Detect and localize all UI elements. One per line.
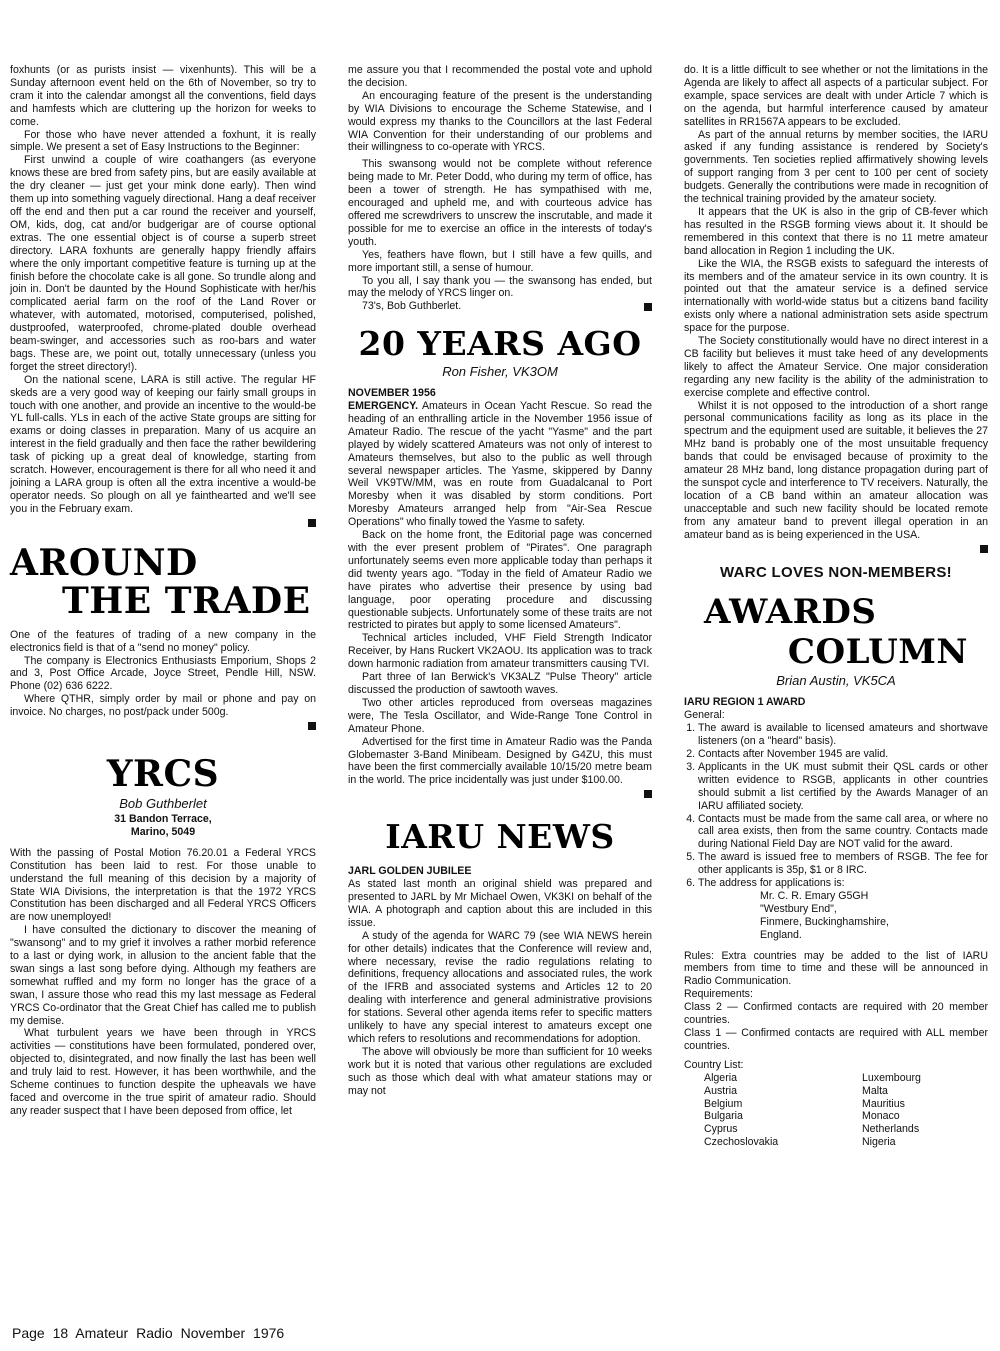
address-line: "Westbury End", <box>760 902 837 915</box>
yrcs-byline: Bob Guthberlet <box>119 796 207 812</box>
paragraph: Rules: Extra countries may be added to the list of IARU members from time to time and these will be announced in Radio Communication. <box>684 949 988 988</box>
iaru-news-heading: IARU NEWS <box>385 817 615 857</box>
paragraph: The Society constitutionally would have no direct interest in a CB facility but believes it must take heed of any developments likely to affect the Amateur Service. One major consideration regarding any new facility is the ability of the administration to exercise complete and effective control. <box>684 335 988 399</box>
paragraph: Class 2 — Confirmed contacts are required with 20 member countries. <box>684 1001 988 1027</box>
country-item: Belgium <box>704 1097 743 1110</box>
paragraph: With the passing of Postal Motion 76.20.01 a Federal YRCS Constitution has been laid to rest. For those unable to understand the full meaning of this decision by a majority of State WIA Divisions, the interpretation is that the 1972 YRCS Constitution has been discharged and all Federal YRCS Officers are now unemployed! <box>10 846 316 924</box>
requirements-label: Requirements: <box>684 988 753 1001</box>
around-the-trade-heading-line2: THE TRADE <box>62 579 311 622</box>
paragraph: foxhunts (or as purists insist — vixenhunts). This will be a Sunday afternoon event held on the 6th of November, so try to cram it into the calendar amongst all the conventions, field days and hamfests which are cluttering up the horizon for weeks to come. <box>10 64 316 128</box>
paragraph: The above will obviously be more than sufficient for 10 weeks work but it is noted that various other regulations are excluded such as those which deal with what amateur stations may or may not <box>348 1045 652 1097</box>
country-item: Czechoslovakia <box>704 1136 779 1149</box>
country-item: Nigeria <box>862 1136 896 1149</box>
signature-line: 73's, Bob Guthberlet. <box>362 300 462 313</box>
country-list-label: Country List: <box>684 1058 744 1071</box>
paragraph: Back on the home front, the Editorial page was concerned with the ever present problem of "Pirates". One paragraph unfortunately seems even more applicable today than perhaps it did twenty years ago. "Today in the field of Amateur Radio we have pirates who advertise their presence by using bad language, poor operating procedure and discussing questionable subjects. Unfortunately some of these traits are not restricted to pirates but apply to some licensed Amateurs". <box>348 529 652 632</box>
paragraph: This swansong would not be complete without reference being made to Mr. Peter Dodd, who during my term of office, has been a tower of strength. He has sympathised with me, encouraged and upheld me, and with courteous advice has offered me screwdrivers to unscrew the inscrutable, and made it possible for me to exercise an office in the interests of today's youth. <box>348 158 652 248</box>
warc-headline: WARC LOVES NON-MEMBERS! <box>720 563 952 581</box>
address-line: Mr. C. R. Emary G5GH <box>760 889 869 902</box>
country-item: Malta <box>862 1084 888 1097</box>
paragraph-text: Amateurs in Ocean Yacht Rescue. So read the heading of an enthralling article in the November 1956 issue of Amateur Radio. The rescue of the yacht "Yasme" and the part played by widely scattered Amateurs was not only of interest to Amateurs themselves, but also to the public as well through several newspaper articles. The Yasme, skippered by Danny Weil VK9TW/MM, was en route from Guadalcanal to Port Moresby when it was disabled by storm conditions. Port Moresby Amateurs arranged help from "Air-Sea Rescue Operations" who finally towed the Yasme to safety. <box>348 400 652 529</box>
around-the-trade-heading-line1: AROUND <box>10 541 198 584</box>
list-item: 2. Contacts after November 1945 are valid. <box>698 748 988 761</box>
paragraph: What turbulent years we have been through in YRCS activities — constitutions have been formulated, pondered over, objected to, disintegrated, and now finally the last has been well and truly laid to rest. However, it has been worthwhile, and the Scheme continues to function despite the upheavals we have faced and overcome in the true spirit of amateur radio. Should any reader suspect that I have been deposed from office, let <box>10 1027 316 1117</box>
country-item: Bulgaria <box>704 1110 743 1123</box>
awards-column-heading-line2: COLUMN <box>787 632 968 673</box>
end-mark <box>644 790 652 798</box>
column-2 <box>348 64 652 1098</box>
paragraph: Two other articles reproduced from overseas magazines were, The Tesla Oscillator, and Wide-Range Tone Control in Amateur Phone. <box>348 696 652 735</box>
end-mark <box>980 545 988 553</box>
page-footer <box>12 1325 284 1341</box>
address-line: England. <box>760 928 802 941</box>
rules-list <box>684 722 988 890</box>
issue-date: November 1976 <box>180 1325 285 1341</box>
paragraph: As part of the annual returns by member socities, the IARU asked if any funding assistance is rendered by Society's governments. Ten societies replied affirmatively showing levels of support ranging from 3 per cent to 100 per cent of society budgets. Generally the contributions were made in recognition of the technical training provided by the amateur society. <box>684 128 988 206</box>
country-list <box>684 1072 988 1149</box>
paragraph: Whilst it is not opposed to the introduction of a short range personal communications facility as long as its place in the spectrum and the equipment used are suitable, it believes the 27 MHz band is probably one of the most unsuitable frequency bands that could be envisaged because of proximity to the amateur 28 MHz band, long distance propagation during part of the sunspot cycle and interference to TV receivers. Naturally, the location of a CB band within an amateur allocation was unacceptable and such new facility should be located remote from any amateur band to prevent illegal operation in an amateur band as is being experienced in the USA. <box>684 399 988 541</box>
paragraph: For those who have never attended a foxhunt, it is really simple. We present a set of Easy Instructions to the Beginner: <box>10 128 316 154</box>
yrcs-address-line2: Marino, 5049 <box>130 825 196 838</box>
paragraph: Technical articles included, VHF Field Strength Indicator Receiver, by Hans Ruckert VK2AOU. Its application was to track down harmonic radiation from amateur transmitters causing TVI. <box>348 632 652 671</box>
list-item: 4. Contacts must be made from the same call area, or where no call area exists, then from the same country. Contacts made during National Field Day are NOT valid for the award. <box>698 813 988 852</box>
end-mark <box>308 519 316 527</box>
end-mark <box>308 722 316 730</box>
magazine-name: Amateur Radio <box>75 1325 173 1341</box>
country-item: Mauritius <box>862 1097 905 1110</box>
list-item: 6. The address for applications is: <box>698 877 988 890</box>
paragraph: The company is Electronics Enthusiasts Emporium, Shops 2 and 3, Post Office Arcade, Joyce Street, Pendle Hill, NSW. Phone (02) 636 6222. <box>10 654 316 693</box>
country-item: Netherlands <box>862 1123 920 1136</box>
address-line: Finmere, Buckinghamshire, <box>760 915 889 928</box>
paragraph: Yes, feathers have flown, but I still have a few quills, and more important still, a sense of humour. <box>348 248 652 274</box>
list-item: 1. The award is available to licensed amateurs and shortwave listeners (on a "heard" basis). <box>698 722 988 748</box>
paragraph: It appears that the UK is also in the grip of CB-fever which has resulted in the RSGB forming views about it. It should be remembered in this context that there is no 11 metre amateur band allocation in Region 1 including the UK. <box>684 205 988 257</box>
paragraph: A study of the agenda for WARC 79 (see WIA NEWS herein for other details) indicates that the Conference will review and, where necessary, revise the radio regulations relating to definitions, frequency allocations and associated rules, the work of the IFRB and associated systems and Articles 12 to 20 dealing with interference and general administrative provisions for stations. Several other agenda items refer to specific matters unlikely to have any special interest to amateurs except one which refers to resolutions and recommendations for adoption. <box>348 929 652 1045</box>
end-mark <box>644 303 652 311</box>
paragraph: As stated last month an original shield was prepared and presented to JARL by Mr Michael Owen, VK3KI on behalf of the WIA. A photograph and caption about this are included in this issue. <box>348 878 652 929</box>
paragraph: Where QTHR, simply order by mail or phone and pay on invoice. No charges, no post/pack under 500g. <box>10 693 316 719</box>
column-3 <box>684 64 988 1149</box>
awards-column-heading-line1: AWARDS <box>704 592 877 633</box>
country-item: Luxembourg <box>862 1071 921 1084</box>
paragraph: On the national scene, LARA is still active. The regular HF skeds are a very good way of keeping our fairly small groups in touch with one another, and provide an incentive to the would-be YL full-calls. YLs in each of the active State groups are sitting for exams or doing classes in preparation. Many of us acquire an interest in the field gradually and then face the rather bewildering task of picking up a great deal of knowledge, starting from scratch. However, encouragement is there for all who need it and joining a LARA group is often all the extra incentive a would-be operator needs. So plough on all ye fainthearted and we'll see you in the February exam. <box>10 373 316 515</box>
yrcs-heading: YRCS <box>106 753 220 796</box>
list-item: 5. The award is issued free to members of RSGB. The fee for other applicants is 35p, $1 or 8 IRC. <box>698 851 988 877</box>
paragraph: One of the features of trading of a new company in the electronics field is that of a "send no money" policy. <box>10 628 316 654</box>
paragraph: Advertised for the first time in Amateur Radio was the Panda Globemaster 3-Band Minibeam. Designed by G4ZU, this must have been the first commercially available 10/15/20 metre beam in the world. The price incidentally was just under $100.00. <box>348 735 652 787</box>
paragraph: Like the WIA, the RSGB exists to safeguard the interests of its members and of the amateur service in its own country. It is pointed out that the amateur service is a defined service internationally with world-wide status but a citizens band facility exists only where a national administration sets aside spectrum space for the purpose. <box>684 257 988 335</box>
paragraph: Part three of Ian Berwick's VK3ALZ "Pulse Theory" article discussed the production of sawtooth waves. <box>348 671 652 696</box>
country-item: Monaco <box>862 1110 900 1123</box>
application-address <box>684 890 988 942</box>
paragraph: An encouraging feature of the present is the understanding by WIA Divisions to encourage the Scheme Statewise, and I would express my thanks to the Councillors at the last Federal WIA Convention for their understanding of our problems and their willingness to co-operate with YRCS. <box>348 89 652 154</box>
yrcs-address-line1: 31 Bandon Terrace, <box>114 812 212 825</box>
page-number: Page 18 <box>12 1325 69 1341</box>
country-item: Austria <box>704 1084 737 1097</box>
paragraph: me assure you that I recommended the postal vote and uphold the decision. <box>348 64 652 89</box>
country-item: Cyprus <box>704 1123 738 1136</box>
subheading-jarl: JARL GOLDEN JUBILEE <box>348 865 472 878</box>
awards-byline: Brian Austin, VK5CA <box>776 673 896 689</box>
list-item: 3. Applicants in the UK must submit their QSL cards or other written evidence to RSGB, applicants in other countries should submit a list certified by the Awards Manager of an IARU affiliated society. <box>698 761 988 813</box>
column-1 <box>10 64 316 1118</box>
paragraph <box>348 400 652 529</box>
twenty-years-ago-byline: Ron Fisher, VK3OM <box>442 364 558 380</box>
country-item: Algeria <box>704 1071 737 1084</box>
paragraph: Class 1 — Confirmed contacts are required with ALL member countries. <box>684 1027 988 1052</box>
paragraph: To you all, I say thank you — the swansong has ended, but may the melody of YRCS linger on. <box>348 274 652 300</box>
twenty-years-ago-heading: 20 YEARS AGO <box>358 324 642 364</box>
general-label: General: <box>684 709 725 722</box>
paragraph: I have consulted the dictionary to discover the meaning of "swansong" and to my grief it involves a rather morbid reference to a last or dying work, in allusion to the ancient fable that the swan sings a last song before dying. Although my feathers are somewhat ruffled and my form no longer has the grace of a swan, I assure those who read this my last message as Federal YRCS Co-ordinator that the Great Chief has called me to publish my demise. <box>10 924 316 1027</box>
subheading-date: NOVEMBER 1956 <box>348 387 436 400</box>
paragraph: First unwind a couple of wire coathangers (as everyone knows these are bred from safety pins, but are easily available at the dry cleaner — just get your mink done early). Then wind them up into something vaguely directional. Hang a deaf receiver off the end and then put a car round the receiver and yourself, OM, kids, dog, cat and/or budgerigar are of course optional extras. The one essential object is of course a superb street directory. LARA foxhunts are generally happy friendly affairs where the only important competitive feature is turning up at the finish before the chocolate cake is all gone. So trundle along and join in. Don't be daunted by the Hound Sophisticate with her/his complicated aerial farm on the roof of the Land Rover or whatever, with automated, motorised, computerised, polished, dustproofed, waterproofed, chrome-plated double overhead beam-swinger, and accessories such as roo-bars and water bags. These are, we point out, totally unnecessary (unless you forget the street directory!). <box>10 154 316 373</box>
emergency-label: EMERGENCY. <box>348 400 419 413</box>
subheading-award: IARU REGION 1 AWARD <box>684 696 806 709</box>
paragraph: do. It is a little difficult to see whether or not the limitations in the Agenda are likely to affect all aspects of a particular subject. For example, space services are dealt with under Article 7 which is on the agenda, but harmful interference caused by amateur satellites in RR1567A appears to be excluded. <box>684 64 988 128</box>
